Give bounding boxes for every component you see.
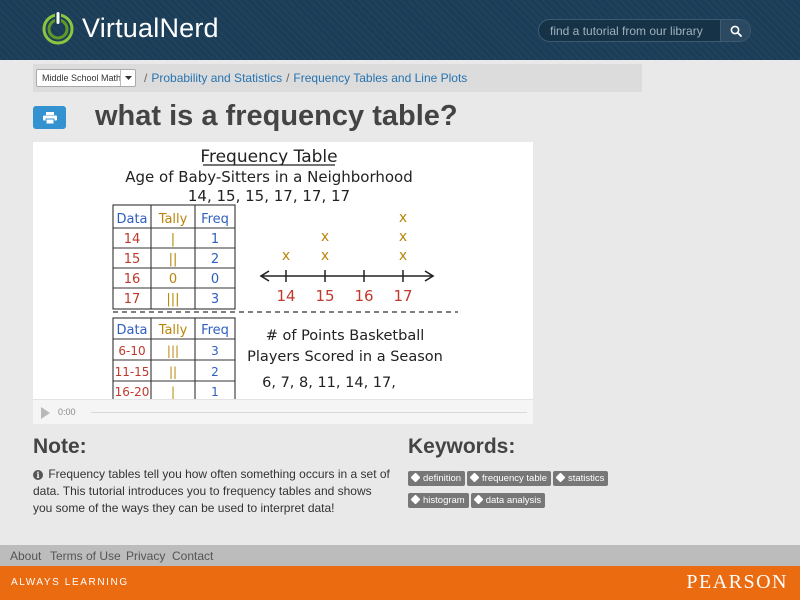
keyword-tags <box>408 468 638 512</box>
tag-icon <box>470 473 480 483</box>
line-plot-tick-label: 16 <box>354 287 374 305</box>
tag-statistics[interactable] <box>553 471 608 486</box>
page-title: what is a frequency table? <box>95 100 458 132</box>
wb-t2-cell: 2 <box>211 365 219 379</box>
footer-link-privacy[interactable]: Privacy <box>126 549 166 563</box>
wb-t1-cell: || <box>168 252 178 267</box>
wb-t2-cell: || <box>168 365 178 379</box>
wb-data-list: 14, 15, 15, 17, 17, 17 <box>187 187 351 205</box>
wb-t1-cell: 0 <box>168 272 178 287</box>
wb-t1-header-tally: Tally <box>158 212 188 227</box>
wb-t1-cell: | <box>170 232 176 247</box>
search-button[interactable] <box>720 20 750 41</box>
wb-text2-line1: # of Points Basketball <box>265 328 425 344</box>
content-panel <box>0 60 800 545</box>
wb-t2-header-tally: Tally <box>158 323 188 338</box>
subject-dropdown[interactable] <box>36 69 136 87</box>
line-plot-tick-label: 15 <box>315 287 335 305</box>
search-input[interactable] <box>539 20 720 41</box>
footer-link-terms[interactable]: Terms of Use <box>50 549 121 563</box>
wb-line-plot <box>261 210 433 305</box>
logo-nerd: Nerd <box>159 12 219 43</box>
wb-t2-header-data: Data <box>116 323 148 338</box>
logo-wordmark <box>82 13 219 44</box>
keywords-heading: Keywords: <box>408 435 516 458</box>
wb-text2-line3: 6, 7, 8, 11, 14, 17, <box>262 375 396 391</box>
wb-text2-line2: Players Scored in a Season <box>247 349 443 365</box>
wb-t2-cell: | <box>170 385 176 399</box>
wb-heading: Frequency Table <box>200 147 338 167</box>
pearson-logo[interactable]: PEARSON <box>686 571 788 593</box>
tag-data-analysis[interactable] <box>471 493 545 508</box>
chevron-down-icon <box>120 70 135 86</box>
whiteboard-frame <box>33 142 533 399</box>
breadcrumb <box>33 64 642 92</box>
wb-t1-cell: ||| <box>166 292 180 307</box>
tag-icon <box>411 495 421 505</box>
note-text <box>33 466 393 517</box>
video-time: 0:00 <box>58 407 76 417</box>
tag-label: data analysis <box>485 495 542 506</box>
wb-t1-cell: 14 <box>123 232 141 247</box>
wb-t2-cell: 16-20 <box>114 385 150 399</box>
tag-definition[interactable] <box>408 471 465 486</box>
breadcrumb-probability-and-statistics[interactable]: Probability and Statistics <box>151 71 283 85</box>
play-icon[interactable] <box>41 407 50 419</box>
search-box <box>538 19 751 42</box>
print-button[interactable] <box>33 106 66 129</box>
print-icon <box>43 112 57 124</box>
note-heading: Note: <box>33 435 87 458</box>
line-plot-mark: x <box>320 248 330 264</box>
tag-label: histogram <box>423 495 465 506</box>
tag-histogram[interactable] <box>408 493 469 508</box>
line-plot-mark: x <box>398 229 408 245</box>
wb-t2-cell: 11-15 <box>114 365 150 379</box>
breadcrumb-separator: / <box>286 71 290 85</box>
video-player[interactable] <box>33 142 533 424</box>
breadcrumb-separator: / <box>144 71 148 85</box>
wb-t1-cell: 16 <box>123 272 141 287</box>
note-body: Frequency tables tell you how often something occurs in a set of data. This tutorial introduces you to frequency tables and shows you some of the ways they can be used to interpret data! <box>33 467 390 515</box>
footer-tagline: ALWAYS LEARNING <box>11 577 129 588</box>
search-icon <box>730 25 742 37</box>
wb-line-plot-labels <box>276 287 412 305</box>
line-plot-tick-label: 17 <box>393 287 413 305</box>
footer-link-contact[interactable]: Contact <box>172 549 214 563</box>
wb-t1-cell: 0 <box>210 272 220 287</box>
wb-t1-header-data: Data <box>116 212 148 227</box>
site-logo[interactable] <box>40 10 219 46</box>
footer-link-about[interactable]: About <box>10 549 42 563</box>
tag-label: frequency table <box>482 473 547 484</box>
info-icon: i <box>33 470 43 480</box>
wb-line-plot-marks <box>282 210 407 264</box>
line-plot-mark: x <box>320 229 330 245</box>
tag-icon <box>411 473 421 483</box>
line-plot-mark: x <box>398 210 408 226</box>
site-header <box>0 0 800 60</box>
line-plot-mark: x <box>281 248 291 264</box>
line-plot-tick-label: 14 <box>276 287 296 305</box>
subject-dropdown-value: Middle School Math <box>42 73 122 83</box>
wb-subtitle: Age of Baby-Sitters in a Neighborhood <box>125 168 413 186</box>
video-controls <box>33 399 533 424</box>
wb-t1-cell: 17 <box>123 292 141 307</box>
logo-virtual: Virtual <box>82 12 160 43</box>
pearson-footer <box>0 566 800 600</box>
line-plot-mark: x <box>398 248 408 264</box>
wb-t2-cell: 1 <box>211 385 219 399</box>
wb-t1-cell: 1 <box>210 232 220 247</box>
wb-t1-header-freq: Freq <box>201 212 229 227</box>
wb-t2-cell: 3 <box>211 344 219 358</box>
video-progress-bar[interactable] <box>91 412 527 413</box>
tag-icon <box>556 473 566 483</box>
wb-t2-cell: 6-10 <box>118 344 146 358</box>
wb-t2-header-freq: Freq <box>201 323 229 338</box>
wb-t2-cell: ||| <box>166 344 180 358</box>
tag-icon <box>473 495 483 505</box>
wb-t1-cell: 15 <box>123 252 141 267</box>
tag-label: statistics <box>568 473 605 484</box>
footer-links <box>0 545 800 566</box>
breadcrumb-links <box>140 71 467 85</box>
wb-t1-cell: 2 <box>210 252 220 267</box>
wb-t1-cell: 3 <box>210 292 220 307</box>
breadcrumb-frequency-tables-and-line-plots[interactable]: Frequency Tables and Line Plots <box>293 71 468 85</box>
power-logo-icon <box>40 10 76 46</box>
tag-label: definition <box>423 473 462 484</box>
tag-frequency-table[interactable] <box>467 471 551 486</box>
